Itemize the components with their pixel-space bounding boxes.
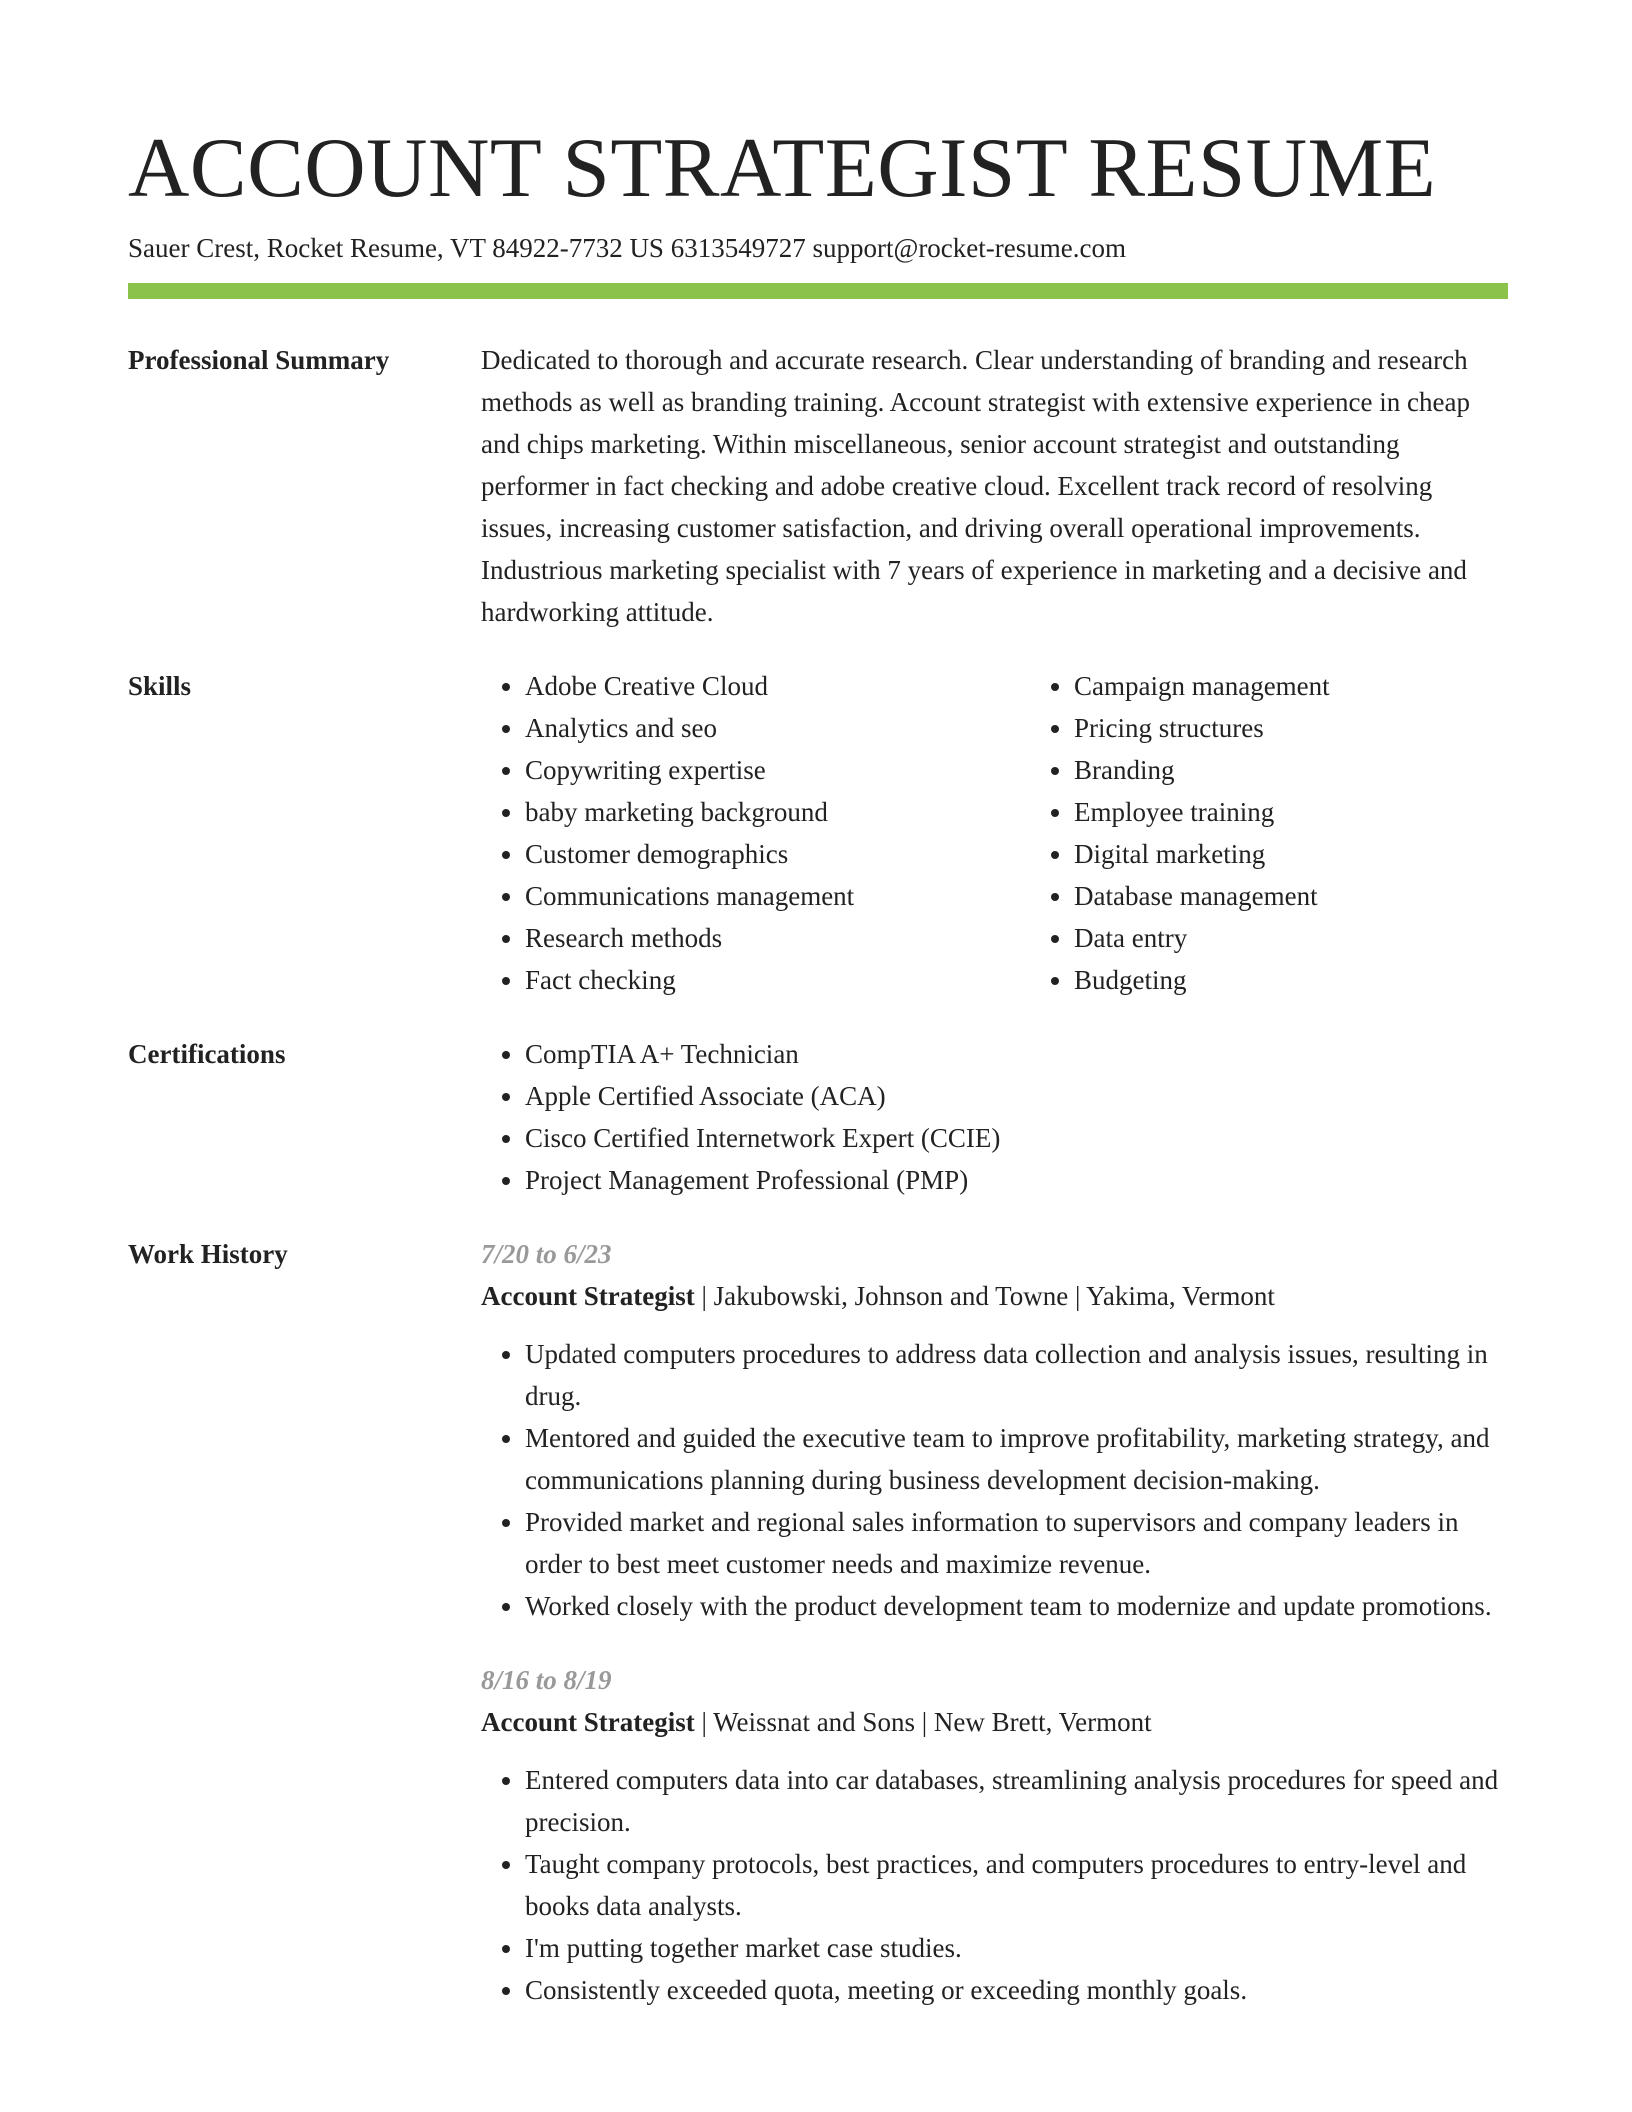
- section-label-skills: Skills: [128, 671, 192, 701]
- skill-item: • Copywriting expertise: [525, 749, 1030, 791]
- skill-item: • Digital marketing: [1074, 833, 1579, 875]
- skill-item: • Analytics and seo: [525, 707, 1030, 749]
- job-heading: [481, 1701, 1508, 1743]
- skill-item: • Data entry: [1074, 917, 1579, 959]
- section-label-summary: Professional Summary: [128, 345, 390, 375]
- skills-body: [481, 665, 1579, 1001]
- skill-item: • Research methods: [525, 917, 1030, 959]
- job-bullet: • Provided market and regional sales information to supervisors and company leaders in order to best meet customer needs and maximize revenue.: [525, 1501, 1508, 1585]
- summary-text: Dedicated to thorough and accurate research. Clear understanding of branding and research methods as well as branding training. Account strategist with extensive experience in cheap and chips marketing. Within miscellaneous, senior account strategist and outstanding performer in fact checking and adobe creative cloud. Excellent track record of resolving issues, increasing customer satisfaction, and driving overall operational improvements. Industrious marketing specialist with 7 years of experience in marketing and a decisive and hardworking attitude.: [481, 345, 1470, 627]
- skill-item: • Branding: [1074, 749, 1579, 791]
- job-bullet: • Mentored and guided the executive team to improve profitability, marketing strategy, and communications planning during business development decision-making.: [525, 1417, 1508, 1501]
- job-bullet: • Entered computers data into car databases, streamlining analysis procedures for speed and precision.: [525, 1759, 1508, 1843]
- job-bullet: • I'm putting together market case studies.: [525, 1927, 1508, 1969]
- section-label-work-history: Work History: [128, 1239, 288, 1269]
- certification-item: • Apple Certified Associate (ACA): [525, 1075, 1508, 1117]
- resume-page: [128, 120, 1508, 2011]
- work-history-body: [481, 1233, 1508, 2011]
- skill-item: • Communications management: [525, 875, 1030, 917]
- skills-list-left: [481, 665, 1030, 1001]
- certification-item: • Project Management Professional (PMP): [525, 1159, 1508, 1201]
- job-dates: 8/16 to 8/19: [481, 1665, 612, 1695]
- summary-section: [128, 339, 1508, 633]
- job-details: | Jakubowski, Johnson and Towne | Yakima, Vermont: [694, 1281, 1275, 1311]
- job-heading: [481, 1275, 1508, 1317]
- summary-body: [481, 339, 1508, 633]
- resume-title: ACCOUNT STRATEGIST RESUME: [128, 121, 1437, 215]
- job-entry: [481, 1233, 1508, 1627]
- job-bullet: • Taught company protocols, best practices, and computers procedures to entry-level and books data analysts.: [525, 1843, 1508, 1927]
- job-entry: [481, 1659, 1508, 2011]
- certifications-section: [128, 1033, 1508, 1201]
- skills-list-right: [1030, 665, 1579, 1001]
- skill-item: • baby marketing background: [525, 791, 1030, 833]
- skill-item: • Adobe Creative Cloud: [525, 665, 1030, 707]
- section-label-certifications: Certifications: [128, 1039, 286, 1069]
- job-details: | Weissnat and Sons | New Brett, Vermont: [694, 1707, 1152, 1737]
- certification-item: • CompTIA A+ Technician: [525, 1033, 1508, 1075]
- work-history-section: [128, 1233, 1508, 2011]
- job-bullet: • Worked closely with the product development team to modernize and update promotions.: [525, 1585, 1508, 1627]
- job-bullet: • Consistently exceeded quota, meeting or exceeding monthly goals.: [525, 1969, 1508, 2011]
- job-title: Account Strategist: [481, 1281, 695, 1311]
- skill-item: • Customer demographics: [525, 833, 1030, 875]
- contact-line: Sauer Crest, Rocket Resume, VT 84922-7732 US 6313549727 support@rocket-resume.com: [128, 233, 1126, 263]
- skill-item: • Pricing structures: [1074, 707, 1579, 749]
- job-bullets: [481, 1333, 1508, 1627]
- job-title: Account Strategist: [481, 1707, 695, 1737]
- header-divider: [128, 283, 1508, 299]
- job-dates: 7/20 to 6/23: [481, 1239, 612, 1269]
- skills-section: [128, 665, 1508, 1001]
- skill-item: • Campaign management: [1074, 665, 1579, 707]
- skill-item: • Budgeting: [1074, 959, 1579, 1001]
- certification-item: • Cisco Certified Internetwork Expert (CCIE): [525, 1117, 1508, 1159]
- skill-item: • Employee training: [1074, 791, 1579, 833]
- job-bullets: [481, 1759, 1508, 2011]
- certifications-body: [481, 1033, 1508, 1201]
- certifications-list: [481, 1033, 1508, 1201]
- job-bullet: • Updated computers procedures to address data collection and analysis issues, resulting in drug.: [525, 1333, 1508, 1417]
- skill-item: • Database management: [1074, 875, 1579, 917]
- skill-item: • Fact checking: [525, 959, 1030, 1001]
